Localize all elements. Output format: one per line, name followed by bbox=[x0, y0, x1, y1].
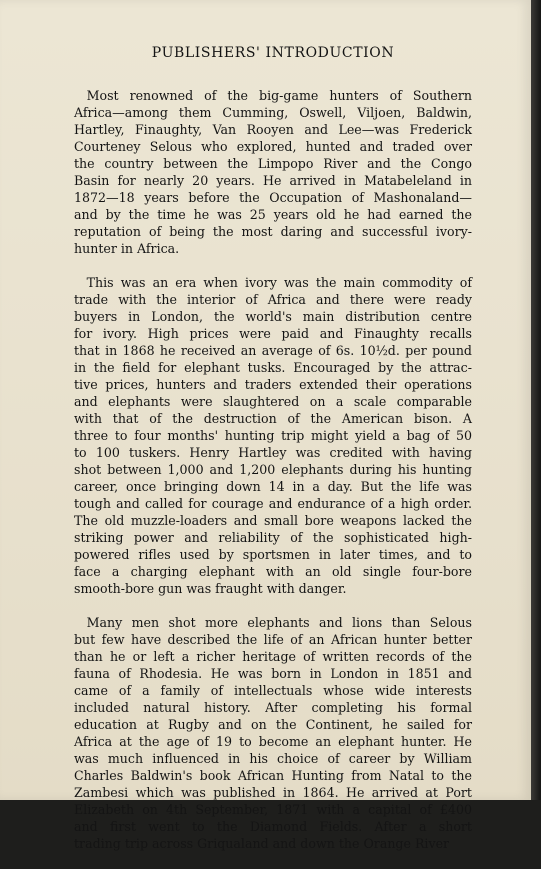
text-line: trade with the interior of Africa and there were ready bbox=[74, 292, 472, 307]
paragraph bbox=[74, 614, 472, 852]
text-line: Hartley, Finaughty, Van Rooyen and Lee—was Frederick bbox=[74, 122, 472, 137]
text-line: Charles Baldwin's book African Hunting from Natal to the bbox=[74, 768, 472, 783]
text-line: Courteney Selous who explored, hunted and traded over bbox=[74, 139, 472, 154]
text-line: Elizabeth on 4th September, 1871 with a capital of £400 bbox=[74, 802, 472, 817]
text-line: for ivory. High prices were paid and Finaughty recalls bbox=[74, 326, 472, 341]
text-line: buyers in London, the world's main distribution centre bbox=[74, 309, 472, 324]
page-title: PUBLISHERS' INTRODUCTION bbox=[151, 45, 395, 61]
text-line: and elephants were slaughtered on a scale comparable bbox=[74, 394, 472, 409]
text-line: hunter in Africa. bbox=[74, 241, 180, 256]
text-line: was much influenced in his choice of career by William bbox=[74, 751, 472, 766]
text-line: the country between the Limpopo River and the Congo bbox=[74, 156, 472, 171]
text-line: shot between 1,000 and 1,200 elephants during his hunting bbox=[74, 462, 472, 477]
text-line: reputation of being the most daring and successful ivory- bbox=[74, 224, 472, 239]
text-line: came of a family of intellectuals whose wide interests bbox=[74, 683, 472, 698]
text-line: to 100 tuskers. Henry Hartley was credited with having bbox=[74, 445, 472, 460]
text-line: that in 1868 he received an average of 6s. 10½d. per pound bbox=[74, 343, 472, 358]
text-line: included natural history. After completing his formal bbox=[74, 700, 472, 715]
text-line: powered rifles used by sportsmen in later times, and to bbox=[74, 547, 472, 562]
text-line: with that of the destruction of the American bison. A bbox=[74, 411, 472, 426]
text-line: fauna of Rhodesia. He was born in London in 1851 and bbox=[74, 666, 472, 681]
text-line: but few have described the life of an African hunter better bbox=[74, 632, 472, 647]
text-line: Africa at the age of 19 to become an elephant hunter. He bbox=[74, 734, 472, 749]
text-line: and by the time he was 25 years old he had earned the bbox=[74, 207, 472, 222]
text-line: three to four months' hunting trip might yield a bag of 50 bbox=[74, 428, 472, 443]
text-line: 1872—18 years before the Occupation of Mashonaland— bbox=[74, 190, 472, 205]
text-line: career, once bringing down 14 in a day. But the life was bbox=[74, 479, 472, 494]
text-line: trading trip across Griqualand and down the Orange River bbox=[74, 836, 450, 851]
text-line: The old muzzle-loaders and small bore weapons lacked the bbox=[74, 513, 472, 528]
text-line: in the field for elephant tusks. Encouraged by the attrac- bbox=[74, 360, 472, 375]
text-line: and first went to the Diamond Fields. After a short bbox=[74, 819, 472, 834]
text-line: face a charging elephant with an old single four-bore bbox=[74, 564, 472, 579]
text-line: Most renowned of the big-game hunters of Southern bbox=[74, 88, 472, 103]
text-line: than he or left a richer heritage of written records of the bbox=[74, 649, 472, 664]
text-line: This was an era when ivory was the main commodity of bbox=[74, 275, 472, 290]
text-line: Africa—among them Cumming, Oswell, Viljoen, Baldwin, bbox=[74, 105, 472, 120]
text-line: tough and called for courage and endurance of a high order. bbox=[74, 496, 472, 511]
text-line: Many men shot more elephants and lions than Selous bbox=[74, 615, 472, 630]
paragraph bbox=[74, 87, 472, 257]
text-line: Zambesi which was published in 1864. He arrived at Port bbox=[74, 785, 472, 800]
paragraph bbox=[74, 274, 472, 597]
page-content bbox=[74, 45, 472, 869]
text-line: education at Rugby and on the Continent, he sailed for bbox=[74, 717, 472, 732]
text-line: Basin for nearly 20 years. He arrived in Matabeleland in bbox=[74, 173, 472, 188]
body-text bbox=[74, 87, 472, 852]
text-line: tive prices, hunters and traders extended their operations bbox=[74, 377, 472, 392]
text-line: striking power and reliability of the sophisticated high- bbox=[74, 530, 472, 545]
book-edge-shadow bbox=[531, 0, 541, 800]
text-line: smooth-bore gun was fraught with danger. bbox=[74, 581, 347, 596]
